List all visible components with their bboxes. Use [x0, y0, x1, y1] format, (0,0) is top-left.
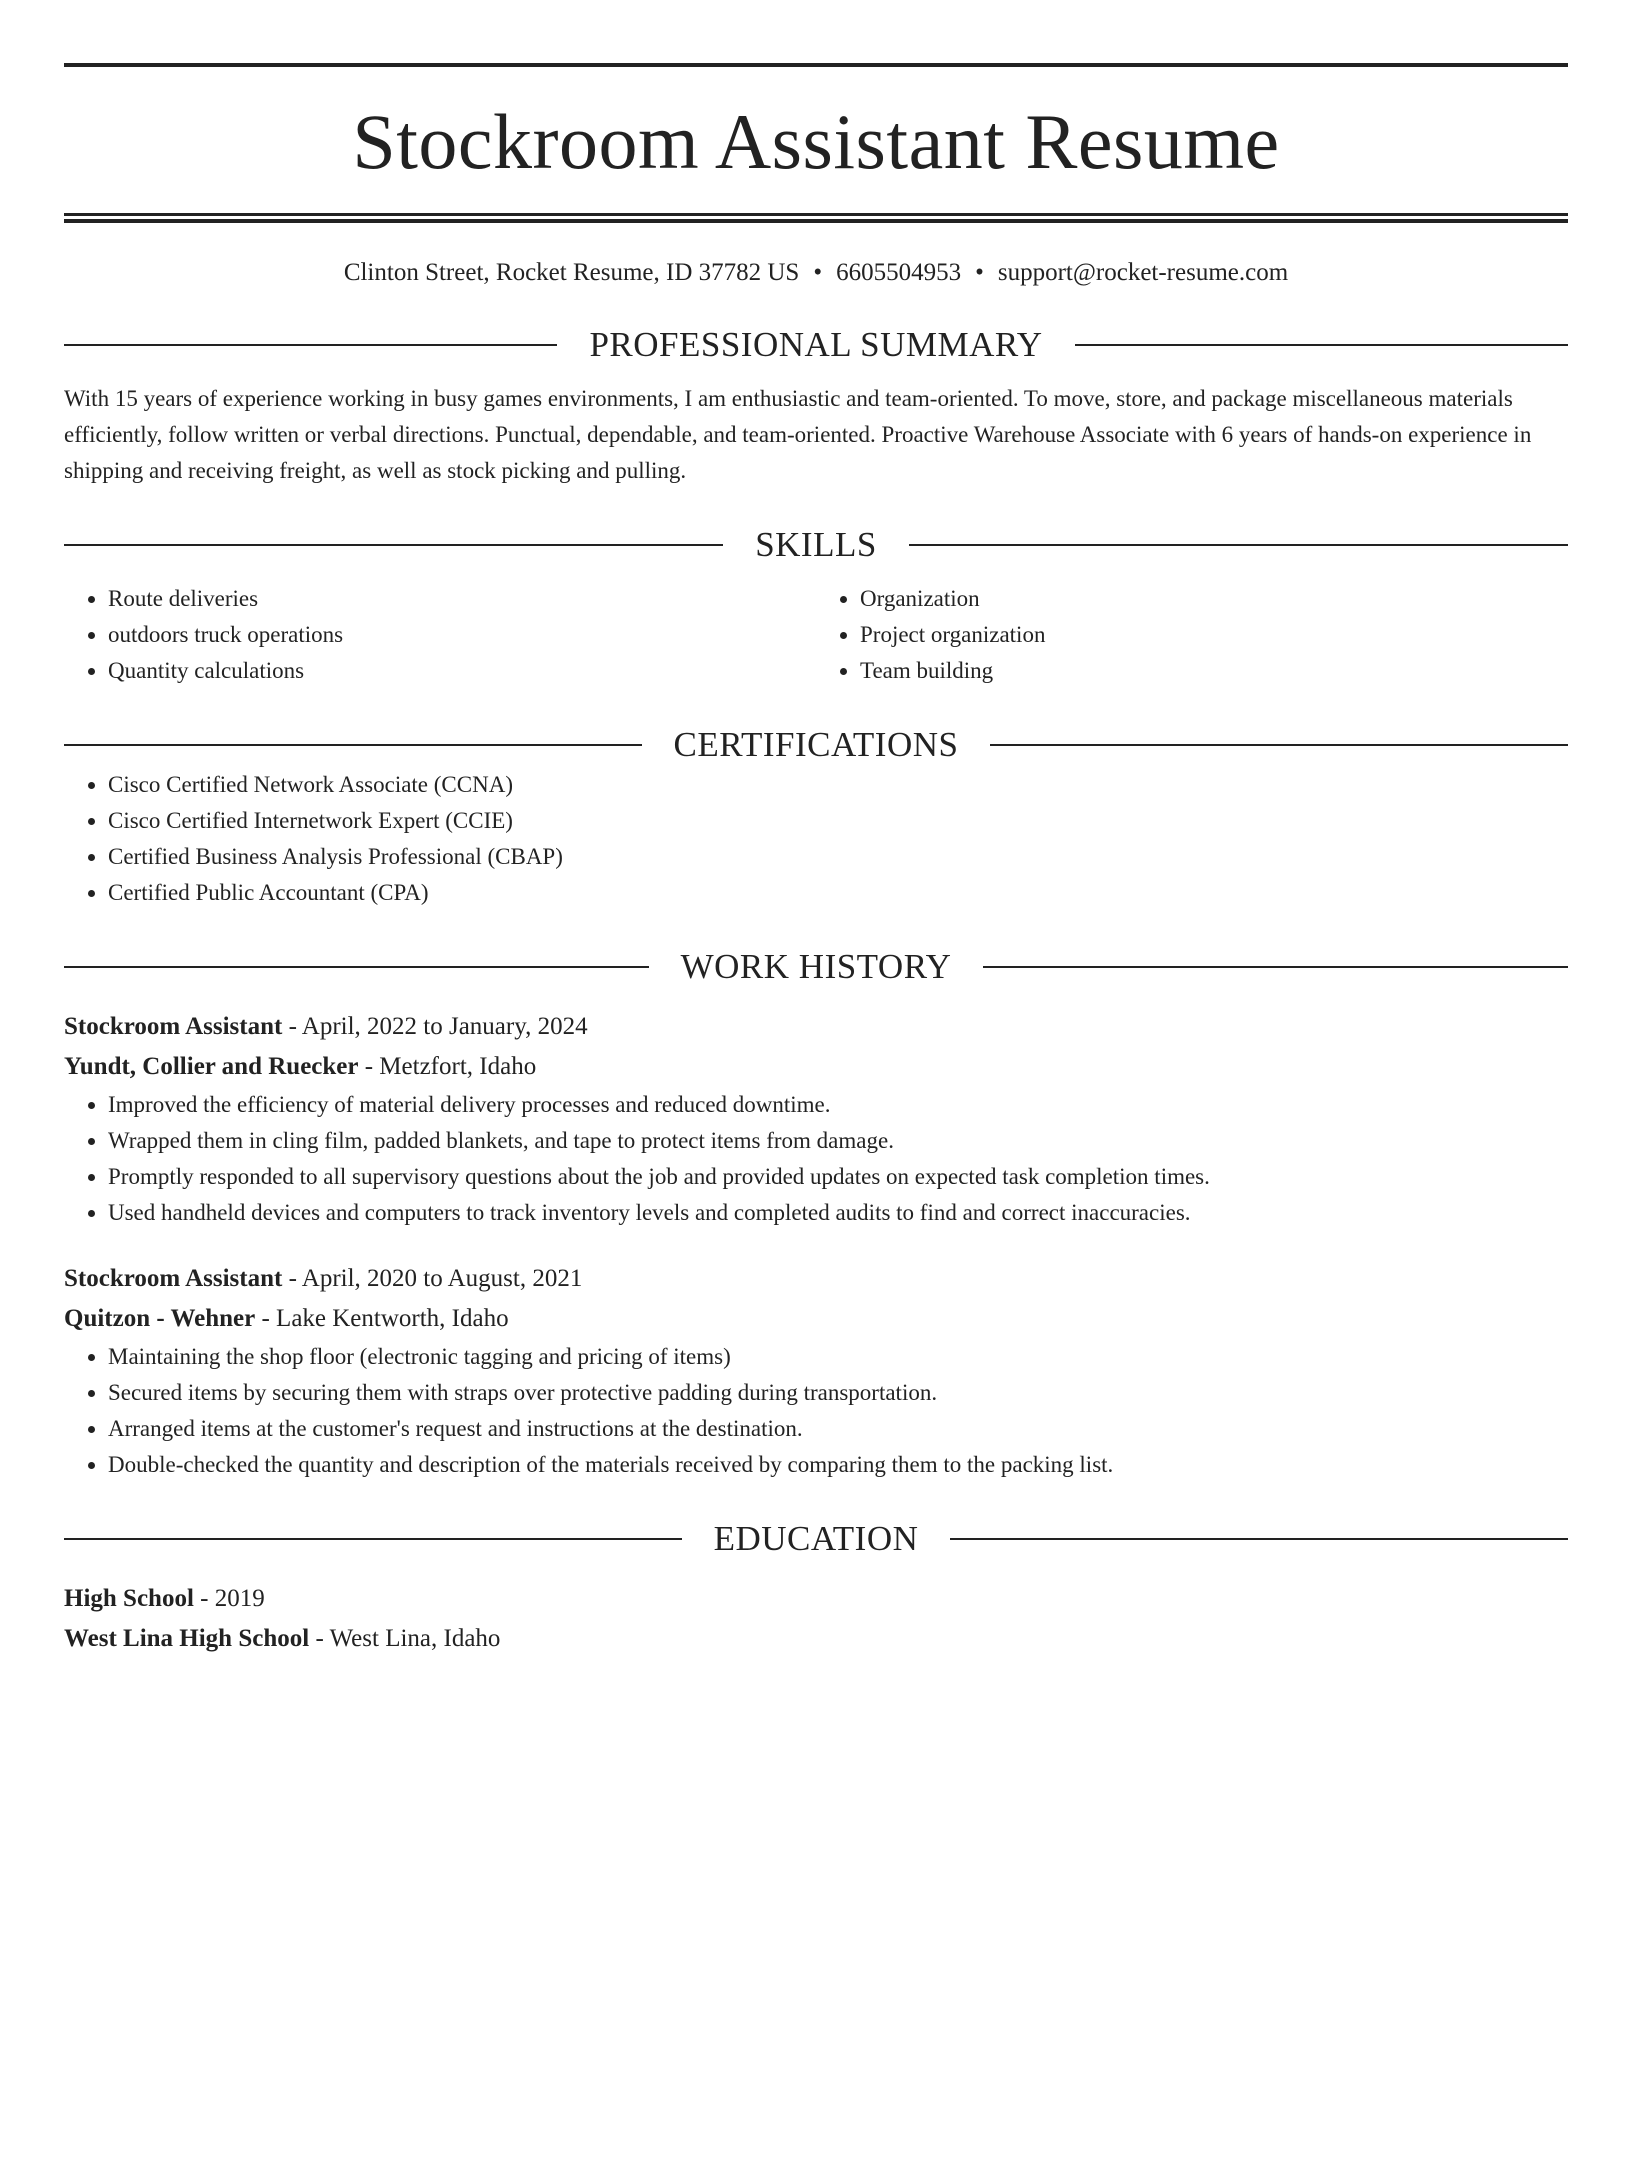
section-title-education: EDUCATION	[713, 1519, 919, 1558]
contact-address: Clinton Street, Rocket Resume, ID 37782 US	[343, 259, 800, 286]
divider-line	[990, 744, 1568, 746]
job-title-line	[64, 1259, 1568, 1299]
skills-list	[64, 581, 1568, 689]
job-dates: - April, 2020 to August, 2021	[282, 1265, 583, 1292]
certification-item: • Cisco Certified Internetwork Expert (CCIE)	[108, 803, 1568, 839]
certification-item: • Certified Business Analysis Professional (CBAP)	[108, 839, 1568, 875]
skill-item: • outdoors truck operations	[108, 617, 816, 653]
section-header-education	[64, 1517, 1568, 1561]
education-location: - West Lina, Idaho	[309, 1625, 501, 1652]
section-header-work	[64, 945, 1568, 989]
certification-item: • Cisco Certified Network Associate (CCNA)	[108, 767, 1568, 803]
education-entry	[64, 1579, 1568, 1659]
job-bullet: • Improved the efficiency of material delivery processes and reduced downtime.	[108, 1087, 1568, 1123]
job-location: - Lake Kentworth, Idaho	[255, 1305, 509, 1332]
divider-line	[64, 966, 649, 968]
section-title-summary: PROFESSIONAL SUMMARY	[589, 325, 1043, 364]
skills-column-right	[816, 581, 1568, 689]
skills-column-left	[64, 581, 816, 689]
job-title-line	[64, 1007, 1568, 1047]
education-school-line	[64, 1619, 1568, 1659]
education-degree-line	[64, 1579, 1568, 1619]
job-dates: - April, 2022 to January, 2024	[282, 1013, 588, 1040]
divider-line	[950, 1538, 1568, 1540]
contact-phone: 6605504953	[836, 259, 962, 286]
resume-page	[0, 63, 1632, 2175]
job-bullet: • Double-checked the quantity and description of the materials received by comparing them to the packing list.	[108, 1447, 1568, 1483]
job-location: - Metzfort, Idaho	[358, 1053, 537, 1080]
job-title: Stockroom Assistant	[64, 1013, 283, 1040]
summary-text: With 15 years of experience working in busy games environments, I am enthusiastic and team-oriented. To move, store, and package miscellaneous materials efficiently, follow written or verbal directions. Punctual, dependable, and team-oriented. Proactive Warehouse Associate with 6 years of hands-on experience in shipping and receiving freight, as well as stock picking and pulling.	[64, 386, 1532, 483]
job-company: Yundt, Collier and Ruecker	[64, 1053, 359, 1080]
divider-line	[64, 344, 557, 346]
skill-item: • Project organization	[860, 617, 1568, 653]
education-year: - 2019	[193, 1585, 265, 1612]
skill-item: • Route deliveries	[108, 581, 816, 617]
section-header-skills	[64, 523, 1568, 567]
job-bullet: • Maintaining the shop floor (electronic tagging and pricing of items)	[108, 1339, 1568, 1375]
contact-line	[64, 257, 1568, 289]
job-bullet: • Used handheld devices and computers to track inventory levels and completed audits to find and correct inaccuracies.	[108, 1195, 1568, 1231]
certifications-list	[64, 767, 1568, 911]
top-rule	[64, 63, 1568, 67]
section-header-summary	[64, 323, 1568, 367]
section-title-certifications: CERTIFICATIONS	[673, 725, 959, 764]
job-company-line	[64, 1047, 1568, 1087]
divider-line	[64, 744, 642, 746]
skill-item: • Organization	[860, 581, 1568, 617]
job-bullets	[64, 1339, 1568, 1483]
job-bullet: • Secured items by securing them with straps over protective padding during transportation.	[108, 1375, 1568, 1411]
education-school: West Lina High School	[64, 1625, 310, 1652]
skill-item: • Team building	[860, 653, 1568, 689]
skill-item: • Quantity calculations	[108, 653, 816, 689]
job-title: Stockroom Assistant	[64, 1265, 283, 1292]
section-title-skills: SKILLS	[755, 525, 877, 564]
job-entry	[64, 1259, 1568, 1483]
resume-title: Stockroom Assistant Resume	[352, 98, 1280, 185]
contact-separator: •	[813, 259, 823, 286]
divider-line	[1075, 344, 1568, 346]
job-entry	[64, 1007, 1568, 1231]
education-degree: High School	[64, 1585, 194, 1612]
job-bullet: • Wrapped them in cling film, padded blankets, and tape to protect items from damage.	[108, 1123, 1568, 1159]
certification-item: • Certified Public Accountant (CPA)	[108, 875, 1568, 911]
contact-email: support@rocket-resume.com	[997, 259, 1289, 286]
contact-separator: •	[975, 259, 984, 286]
divider-line	[983, 966, 1568, 968]
section-title-work: WORK HISTORY	[680, 947, 952, 986]
divider-line	[64, 544, 723, 546]
job-bullets	[64, 1087, 1568, 1231]
job-bullet: • Arranged items at the customer's request and instructions at the destination.	[108, 1411, 1568, 1447]
title-double-rule	[64, 213, 1568, 223]
job-company: Quitzon - Wehner	[64, 1305, 256, 1332]
section-header-certifications	[64, 723, 1568, 767]
divider-line	[909, 544, 1568, 546]
job-bullet: • Promptly responded to all supervisory questions about the job and provided updates on expected task completion times.	[108, 1159, 1568, 1195]
job-company-line	[64, 1299, 1568, 1339]
divider-line	[64, 1538, 682, 1540]
